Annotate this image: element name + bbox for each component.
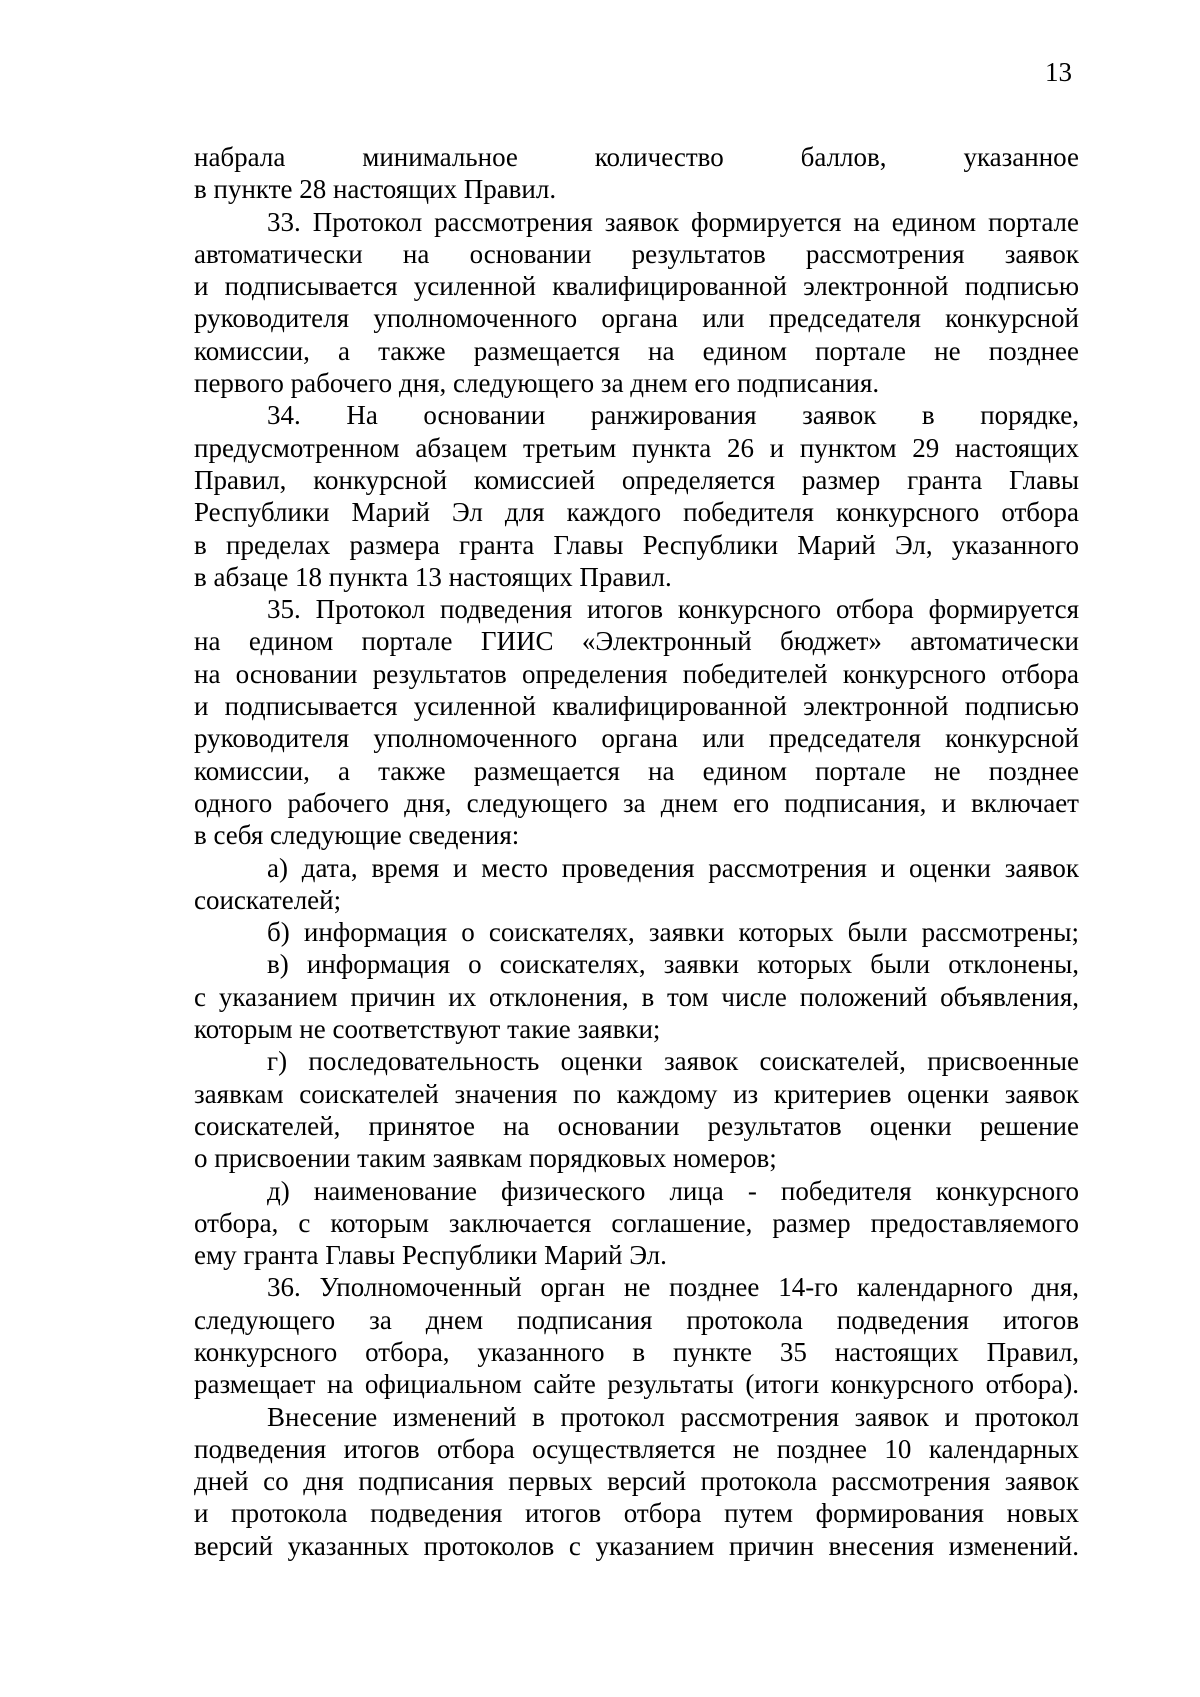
text-line: ему гранта Главы Республики Марий Эл. (194, 1240, 667, 1271)
text-line: б) информация о соискателях, заявки которых были рассмотрены; (267, 917, 1079, 948)
text-line: 33. Протокол рассмотрения заявок формируется на едином портале (267, 206, 1079, 237)
text-line: и протокола подведения итогов отбора путем формирования новых (194, 1498, 1079, 1529)
text-line: г) последовательность оценки заявок соискателей, присвоенные (267, 1046, 1079, 1077)
text-line: в пункте 28 настоящих Правил. (194, 174, 557, 205)
text-line: руководителя уполномоченного органа или председателя конкурсной (194, 303, 1079, 334)
text-line: дней со дня подписания первых версий протокола рассмотрения заявок (194, 1466, 1079, 1497)
text-line: руководителя уполномоченного органа или председателя конкурсной (194, 723, 1079, 754)
text-line: д) наименование физического лица - победителя конкурсного (267, 1175, 1079, 1206)
page-number: 13 (1045, 57, 1072, 87)
text-line: подведения итогов отбора осуществляется не позднее 10 календарных (194, 1433, 1079, 1464)
text-line: автоматически на основании результатов рассмотрения заявок (194, 238, 1079, 269)
text-line: на едином портале ГИИС «Электронный бюджет» автоматически (194, 626, 1079, 657)
document-body (194, 141, 1079, 1562)
text-line: версий указанных протоколов с указанием причин внесения изменений. (194, 1530, 1079, 1561)
text-line: Правил, конкурсной комиссией определяется размер гранта Главы (194, 464, 1079, 495)
text-line: Внесение изменений в протокол рассмотрения заявок и протокол (267, 1401, 1079, 1432)
text-line: и подписывается усиленной квалифицированной электронной подписью (194, 271, 1079, 302)
text-line: набрала минимальное количество баллов, указанное (194, 142, 1079, 172)
text-line: в абзаце 18 пункта 13 настоящих Правил. (194, 561, 672, 592)
text-line: в) информация о соискателях, заявки которых были отклонены, (267, 949, 1079, 980)
text-line: 34. На основании ранжирования заявок в порядке, (267, 400, 1079, 431)
text-line: Республики Марий Эл для каждого победителя конкурсного отбора (194, 497, 1079, 528)
text-line: конкурсного отбора, указанного в пункте 35 настоящих Правил, (194, 1336, 1079, 1367)
text-line: предусмотренном абзацем третьим пункта 26 и пунктом 29 настоящих (194, 432, 1079, 463)
text-line: 35. Протокол подведения итогов конкурсного отбора формируется (267, 594, 1079, 625)
text-line: первого рабочего дня, следующего за днем его подписания. (194, 368, 880, 399)
text-line: одного рабочего дня, следующего за днем его подписания, и включает (194, 787, 1079, 818)
text-line: отбора, с которым заключается соглашение, размер предоставляемого (194, 1207, 1079, 1238)
text-line: в себя следующие сведения: (194, 820, 520, 851)
text-line: 36. Уполномоченный орган не позднее 14-го календарного дня, (267, 1272, 1079, 1303)
text-line: комиссии, а также размещается на едином портале не позднее (194, 335, 1079, 366)
text-line: соискателей; (194, 884, 342, 915)
text-line: соискателей, принятое на основании результатов оценки решение (194, 1110, 1079, 1141)
text-line: следующего за днем подписания протокола подведения итогов (194, 1304, 1079, 1335)
text-line: заявкам соискателей значения по каждому из критериев оценки заявок (194, 1078, 1079, 1109)
text-line: в пределах размера гранта Главы Республики Марий Эл, указанного (194, 529, 1079, 560)
text-line: с указанием причин их отклонения, в том числе положений объявления, (194, 981, 1079, 1012)
text-line: которым не соответствуют такие заявки; (194, 1014, 661, 1045)
text-line: на основании результатов определения победителей конкурсного отбора (194, 658, 1079, 689)
text-line: комиссии, а также размещается на едином портале не позднее (194, 755, 1079, 786)
text-line: о присвоении таким заявкам порядковых номеров; (194, 1143, 777, 1174)
text-line: а) дата, время и место проведения рассмотрения и оценки заявок (267, 852, 1079, 883)
text-line: и подписывается усиленной квалифицированной электронной подписью (194, 691, 1079, 722)
text-line: размещает на официальном сайте результаты (итоги конкурсного отбора). (194, 1369, 1079, 1400)
